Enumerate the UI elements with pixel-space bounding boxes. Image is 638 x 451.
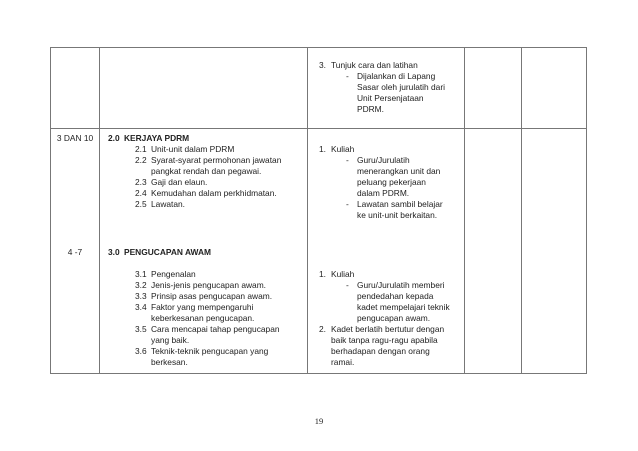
topic-number: 3.0: [108, 247, 120, 257]
subtopic-text: Lawatan.: [151, 199, 185, 209]
method-detail-line: ramai.: [331, 357, 355, 367]
method-detail-line: baik tanpa ragu-ragu apabila: [331, 335, 438, 345]
subtopic-text: Teknik-teknik pengucapan yang: [151, 346, 269, 356]
method-number: 1.: [319, 144, 326, 154]
dash: -: [346, 280, 349, 290]
method-detail-line: berhadapan dengan orang: [331, 346, 430, 356]
subtopic-text: keberkesanan pengucapan.: [151, 313, 255, 323]
subtopic-number: 2.4: [135, 188, 147, 198]
subtopic-number: 3.1: [135, 269, 147, 279]
method-detail-line: dalam PDRM.: [357, 188, 410, 198]
method-detail-line: PDRM.: [357, 104, 384, 114]
subtopic-text: Jenis-jenis pengucapan awam.: [151, 280, 266, 290]
week-label: 3 DAN 10: [56, 133, 94, 143]
method-detail-line: Unit Persenjataan: [357, 93, 424, 103]
subtopic-text: Cara mencapai tahap pengucapan: [151, 324, 280, 334]
dash: -: [346, 155, 349, 165]
week-label: 4 -7: [67, 247, 83, 257]
subtopic-number: 2.2: [135, 155, 147, 165]
column-divider: [464, 48, 465, 373]
method-detail-line: Dijalankan di Lapang: [357, 71, 436, 81]
subtopic-text: Syarat-syarat permohonan jawatan: [151, 155, 282, 165]
column-divider: [307, 48, 308, 373]
method-detail-line: menerangkan unit dan: [357, 166, 441, 176]
method-detail-line: ke unit-unit berkaitan.: [357, 210, 438, 220]
method-detail-line: Guru/Jurulatih: [357, 155, 410, 165]
subtopic-number: 3.5: [135, 324, 147, 334]
subtopic-text: Pengenalan: [151, 269, 196, 279]
subtopic-text: Faktor yang mempengaruhi: [151, 302, 254, 312]
subtopic-number: 2.1: [135, 144, 147, 154]
subtopic-text: Prinsip asas pengucapan awam.: [151, 291, 273, 301]
subtopic-text: Kemudahan dalam perkhidmatan.: [151, 188, 277, 198]
method-number: 3.: [319, 60, 326, 70]
column-divider: [99, 48, 100, 373]
subtopic-text: Gaji dan elaun.: [151, 177, 208, 187]
topic-title: PENGUCAPAN AWAM: [124, 247, 212, 257]
subtopic-number: 2.5: [135, 199, 147, 209]
subtopic-text: Unit-unit dalam PDRM: [151, 144, 235, 154]
topic-number: 2.0: [108, 133, 120, 143]
row-divider: [51, 128, 586, 129]
page-number: 19: [314, 416, 324, 426]
method-detail-line: Guru/Jurulatih memberi: [357, 280, 445, 290]
method-number: 2.: [319, 324, 326, 334]
subtopic-text: yang baik.: [151, 335, 190, 345]
subtopic-text: berkesan.: [151, 357, 188, 367]
subtopic-number: 3.6: [135, 346, 147, 356]
curriculum-table: [50, 47, 587, 374]
method-title: Kuliah: [331, 269, 355, 279]
subtopic-number: 3.2: [135, 280, 147, 290]
method-number: 1.: [319, 269, 326, 279]
dash: -: [346, 199, 349, 209]
topic-title: KERJAYA PDRM: [124, 133, 190, 143]
method-detail-line: peluang pekerjaan: [357, 177, 426, 187]
dash: -: [346, 71, 349, 81]
method-detail-line: Kadet berlatih bertutur dengan: [331, 324, 445, 334]
subtopic-text: pangkat rendah dan pegawai.: [151, 166, 262, 176]
method-title: Tunjuk cara dan latihan: [331, 60, 418, 70]
method-detail-line: kadet mempelajari teknik: [357, 302, 450, 312]
method-detail-line: Lawatan sambil belajar: [357, 199, 443, 209]
column-divider: [521, 48, 522, 373]
subtopic-number: 3.3: [135, 291, 147, 301]
subtopic-number: 3.4: [135, 302, 147, 312]
method-detail-line: pendedahan kepada: [357, 291, 434, 301]
method-title: Kuliah: [331, 144, 355, 154]
method-detail-line: pengucapan awam.: [357, 313, 431, 323]
method-detail-line: Sasar oleh jurulatih dari: [357, 82, 445, 92]
subtopic-number: 2.3: [135, 177, 147, 187]
